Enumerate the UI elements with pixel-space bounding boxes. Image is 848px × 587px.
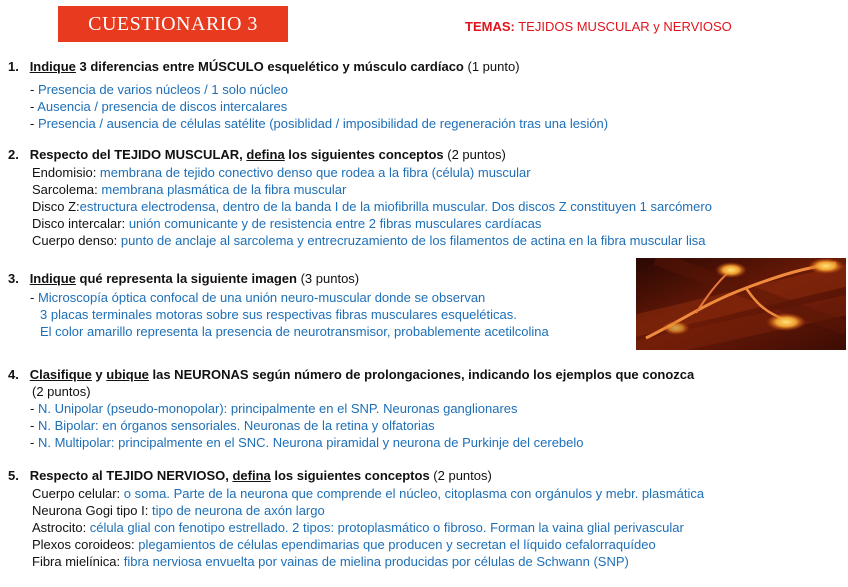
title-banner: CUESTIONARIO 3	[58, 6, 288, 42]
question-2-verb: defina	[246, 147, 285, 162]
answer-text: Presencia de varios núcleos / 1 solo núcleo	[37, 82, 288, 97]
answer-text: Presencia / ausencia de células satélite (posiblidad / imposibilidad de regeneración tras una lesión)	[37, 116, 609, 131]
question-4-text: las NEURONAS según número de prolongaciones, indicando los ejemplos que conozca	[148, 367, 695, 382]
definition-line	[32, 485, 704, 502]
answer-line: - N. Unipolar (pseudo-monopolar): principalmente en el SNP. Neuronas ganglionares	[30, 401, 518, 416]
definition-line	[32, 553, 629, 570]
definition-text: unión comunicante y de resistencia entre 2 fibras musculares cardíacas	[128, 216, 542, 231]
definition-text: plegamientos de células ependimarias que producen y secretan el líquido cefalorraquídeo	[138, 537, 656, 552]
question-5	[8, 467, 492, 484]
question-3	[8, 270, 359, 287]
question-2-number: 2.	[8, 147, 19, 162]
question-3-verb: Indique	[29, 271, 76, 286]
definition-term: Fibra mielínica:	[32, 554, 124, 569]
definition-line	[32, 232, 706, 249]
definition-text: membrana de tejido conectivo denso que rodea a la fibra (célula) muscular	[99, 165, 531, 180]
definition-line	[32, 215, 541, 232]
question-2	[8, 146, 506, 163]
question-4-verb-1: Clasifique	[29, 367, 92, 382]
answer-line: - N. Multipolar: principalmente en el SNC. Neurona piramidal y neurona de Purkinje del cerebelo	[30, 435, 584, 450]
answer-line: - Presencia de varios núcleos / 1 solo núcleo	[30, 82, 288, 97]
definition-text: punto de anclaje al sarcolema y entrecruzamiento de los filamentos de actina en la fibra muscular lisa	[120, 233, 706, 248]
definition-text: fibra nerviosa envuelta por vainas de mielina producidas por células de Schwann (SNP)	[123, 554, 629, 569]
question-2-text: los siguientes conceptos	[284, 147, 444, 162]
definition-term: Cuerpo celular:	[32, 486, 124, 501]
answer-line: - N. Bipolar: en órganos sensoriales. Neuronas de la retina y olfatorias	[30, 418, 435, 433]
answer-text: 3 placas terminales motoras sobre sus respectivas fibras musculares esqueléticas.	[40, 307, 517, 322]
question-5-pre: Respecto al TEJIDO NERVIOSO,	[29, 468, 233, 483]
topics-label	[465, 19, 732, 34]
definition-term: Endomisio:	[32, 165, 100, 180]
question-4-points: (2 puntos)	[32, 384, 91, 399]
answer-line	[40, 306, 517, 323]
question-1-points: (1 punto)	[463, 59, 520, 74]
definition-term: Cuerpo denso:	[32, 233, 121, 248]
definition-text: tipo de neurona de axón largo	[151, 503, 325, 518]
question-5-number: 5.	[8, 468, 19, 483]
definition-text: célula glial con fenotipo estrellado. 2 tipos: protoplasmático o fibroso. Forman la vaina glial perivascular	[89, 520, 684, 535]
question-4	[8, 366, 694, 383]
question-5-verb: defina	[232, 468, 271, 483]
question-1-number: 1.	[8, 59, 19, 74]
question-3-points: (3 puntos)	[296, 271, 360, 286]
definition-term: Astrocito:	[32, 520, 90, 535]
answer-text: Microscopía óptica confocal de una unión neuro-muscular donde se observan	[37, 290, 486, 305]
question-5-text: los siguientes conceptos	[270, 468, 430, 483]
micrograph-graphic	[636, 258, 846, 350]
topics-value: TEJIDOS MUSCULAR y NERVIOSO	[514, 19, 732, 34]
question-1	[8, 58, 520, 75]
question-2-pre: Respecto del TEJIDO MUSCULAR,	[29, 147, 247, 162]
definition-text: membrana plasmática de la fibra muscular	[101, 182, 347, 197]
definition-line	[32, 519, 684, 536]
definition-term: Neurona Gogi tipo I:	[32, 503, 152, 518]
neuromuscular-junction-image	[636, 258, 846, 350]
question-5-points: (2 puntos)	[429, 468, 492, 483]
definition-term: Plexos coroideos:	[32, 537, 139, 552]
answer-line: - Presencia / ausencia de células satélite (posiblidad / imposibilidad de regeneración tras una lesión)	[30, 116, 609, 131]
definition-line	[32, 181, 346, 198]
answer-text: N. Multipolar: principalmente en el SNC. Neurona piramidal y neurona de Purkinje del cerebelo	[37, 435, 584, 450]
answer-text: El color amarillo representa la presencia de neurotransmisor, probablemente acetilcolina	[40, 324, 549, 339]
question-4-verb-2: ubique	[106, 367, 149, 382]
definition-text: estructura electrodensa, dentro de la banda I de la miofibrilla muscular. Dos discos Z constituyen 1 sarcómero	[79, 199, 712, 214]
definition-term: Disco Z:	[32, 199, 80, 214]
definition-term: Disco intercalar:	[32, 216, 129, 231]
answer-text: N. Unipolar (pseudo-monopolar): principalmente en el SNP. Neuronas ganglionares	[37, 401, 518, 416]
question-3-number: 3.	[8, 271, 19, 286]
answer-text: Ausencia / presencia de discos intercalares	[37, 99, 288, 114]
question-3-text: qué representa la siguiente imagen	[75, 271, 297, 286]
definition-line	[32, 536, 656, 553]
definition-text: o soma. Parte de la neurona que comprende el núcleo, citoplasma con orgánulos y mebr. plasmática	[123, 486, 705, 501]
answer-text: N. Bipolar: en órganos sensoriales. Neuronas de la retina y olfatorias	[37, 418, 435, 433]
definition-line	[32, 502, 325, 519]
definition-line	[32, 164, 531, 181]
question-4-mid: y	[91, 367, 107, 382]
question-1-text: 3 diferencias entre MÚSCULO esquelético y músculo cardíaco	[75, 59, 464, 74]
question-2-points: (2 puntos)	[443, 147, 506, 162]
definition-line	[32, 198, 712, 215]
answer-line: - Ausencia / presencia de discos intercalares	[30, 99, 288, 114]
question-4-number: 4.	[8, 367, 19, 382]
question-1-verb: Indique	[29, 59, 76, 74]
answer-line	[40, 323, 549, 340]
topics-key: TEMAS:	[465, 19, 515, 34]
answer-line: - Microscopía óptica confocal de una unión neuro-muscular donde se observan	[30, 290, 486, 305]
definition-term: Sarcolema:	[32, 182, 102, 197]
